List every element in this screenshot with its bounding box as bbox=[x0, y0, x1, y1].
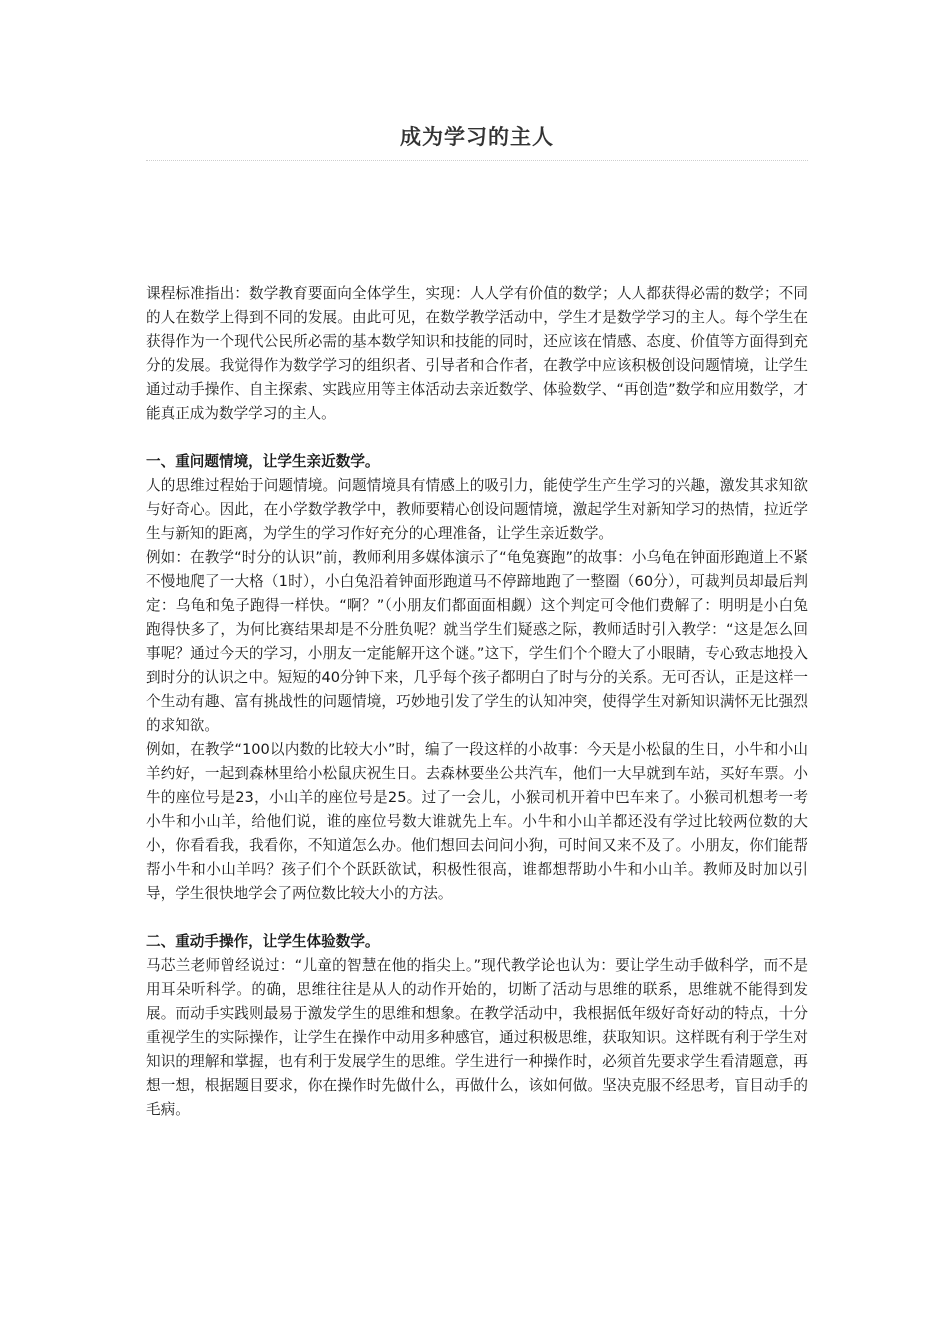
section-1-paragraph-1: 人的思维过程始于问题情境。问题情境具有情感上的吸引力，能使学生产生学习的兴趣，激发其求知欲与好奇心。因此，在小学数学教学中，教师要精心创设问题情境，激起学生对新知学习的热情，拉近学生与新知的距离，为学生的学习作好充分的心理准备，让学生亲近数学。 bbox=[146, 477, 808, 542]
section-2-paragraph-1: 马芯兰老师曾经说过：“儿童的智慧在他的指尖上。”现代教学论也认为：要让学生动手做科学，而不是用耳朵听科学。的确，思维往往是从人的动作开始的，切断了活动与思维的联系，思维就不能得到发展。而动手实践则最易于激发学生的思维和想象。在教学活动中，我根据低年级好奇好动的特点，十分重视学生的实际操作，让学生在操作中动用多种感官，通过积极思维，获取知识。这样既有利于学生对知识的理解和掌握，也有利于发展学生的思维。学生进行一种操作时，必须首先要求学生看清题意，再想一想，根据题目要求，你在操作时先做什么，再做什么，该如何做。坚决克服不经思考，盲目动手的毛病。 bbox=[146, 957, 808, 1118]
section-heading-1: 一、重问题情境，让学生亲近数学。 bbox=[146, 453, 380, 470]
intro-paragraph: 课程标准指出：数学教育要面向全体学生，实现：人人学有价值的数学；人人都获得必需的数学；不同的人在数学上得到不同的发展。由此可见，在数学教学活动中，学生才是数学学习的主人。每个学生在获得作为一个现代公民所必需的基本数学知识和技能的同时，还应该在情感、态度、价值等方面得到充分的发展。我觉得作为数学学习的组织者、引导者和合作者，在教学中应该积极创设问题情境，让学生通过动手操作、自主探索、实践应用等主体活动去亲近数学、体验数学、“再创造”数学和应用数学，才能真正成为数学学习的主人。 bbox=[146, 285, 808, 422]
document-body bbox=[146, 282, 808, 1122]
page-title: 成为学习的主人 bbox=[400, 125, 554, 149]
section-heading-2: 二、重动手操作，让学生体验数学。 bbox=[146, 933, 380, 950]
paragraph-gap bbox=[146, 426, 808, 450]
title-divider bbox=[146, 160, 808, 161]
section-1-paragraph-3: 例如，在教学“100以内数的比较大小”时，编了一段这样的小故事：今天是小松鼠的生日，小牛和小山羊约好，一起到森林里给小松鼠庆祝生日。去森林要坐公共汽车，他们一大早就到车站，买好车票。小牛的座位号是23，小山羊的座位号是25。过了一会儿，小猴司机开着中巴车来了。小猴司机想考一考小牛和小山羊，给他们说，谁的座位号数大谁就先上车。小牛和小山羊都还没有学过比较两位数的大小，你看看我，我看你，不知道怎么办。他们想回去问问小狗，可时间又来不及了。小朋友，你们能帮帮小牛和小山羊吗？孩子们个个跃跃欲试，积极性很高，谁都想帮助小牛和小山羊。教师及时加以引导，学生很快地学会了两位数比较大小的方法。 bbox=[146, 741, 808, 902]
section-1-paragraph-2: 例如：在教学“时分的认识”前，教师利用多媒体演示了“龟兔赛跑”的故事：小乌龟在钟面形跑道上不紧不慢地爬了一大格（1时），小白兔沿着钟面形跑道马不停蹄地跑了一整圈（60分），可裁判员却最后判定：乌龟和兔子跑得一样快。“啊？”（小朋友们都面面相觑）这个判定可令他们费解了：明明是小白兔跑得快多了，为何比赛结果却是不分胜负呢？就当学生们疑惑之际，教师适时引入教学：“这是怎么回事呢？通过今天的学习，小朋友一定能解开这个谜。”这下，学生们个个瞪大了小眼睛，专心致志地投入到时分的认识之中。短短的40分钟下来，几乎每个孩子都明白了时与分的关系。无可否认，正是这样一个生动有趣、富有挑战性的问题情境，巧妙地引发了学生的认知冲突，使得学生对新知识满怀无比强烈的求知欲。 bbox=[146, 549, 808, 734]
paragraph-gap bbox=[146, 906, 808, 930]
